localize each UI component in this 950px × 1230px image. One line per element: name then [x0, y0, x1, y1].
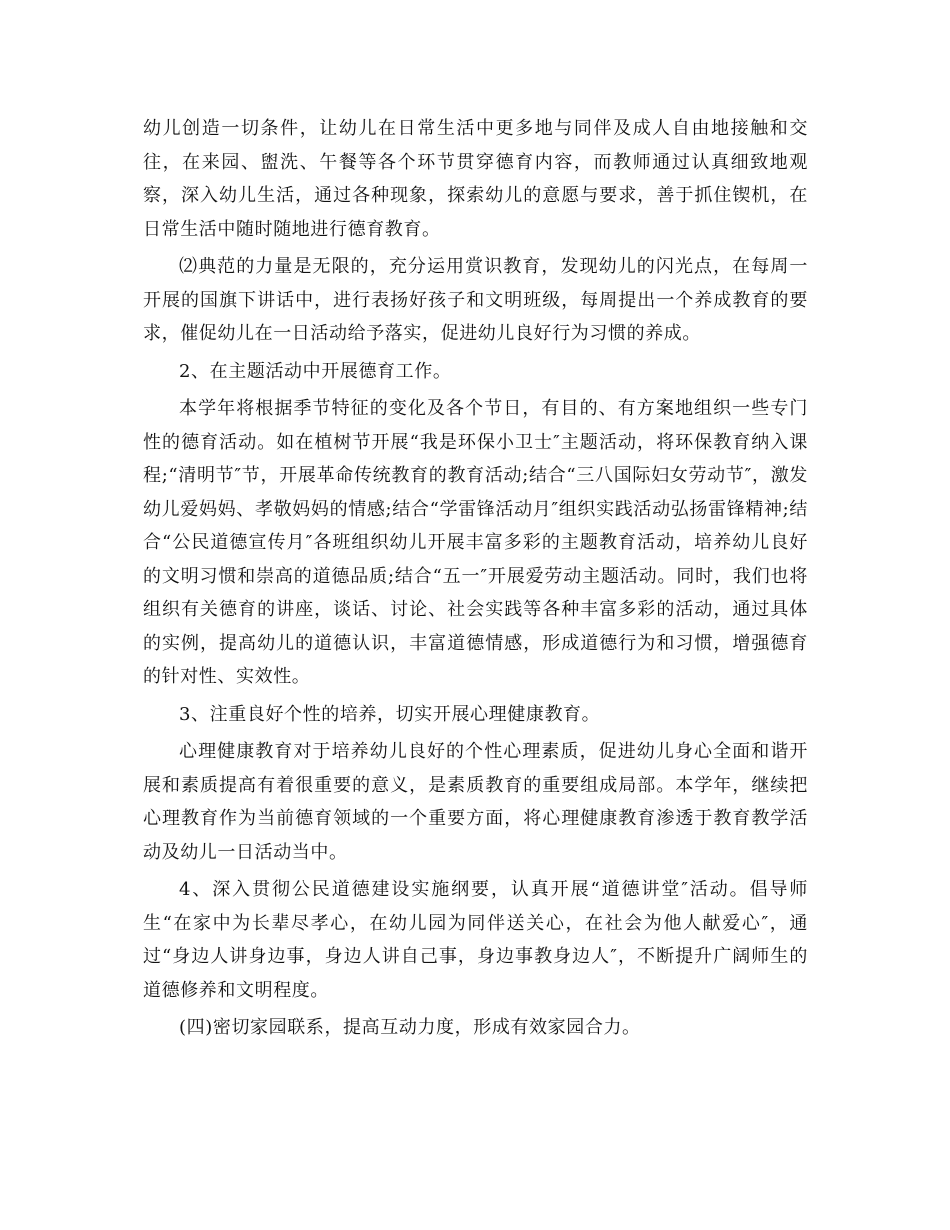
document-body	[143, 112, 808, 1049]
paragraph-mental-health: 心理健康教育对于培养幼儿良好的个性心理素质，促进幼儿身心全面和谐开展和素质提高有着很重要的意义，是素质教育的重要组成局部。本学年，继续把心理教育作为当前德育领域的一个重要方面，将心理健康教育渗透于教育教学活动及幼儿一日活动当中。	[143, 741, 808, 863]
section-heading-theme-activities: 2、在主题活动中开展德育工作。	[179, 360, 452, 382]
section-heading-home-school-contact: (四)密切家园联系，提高互动力度，形成有效家园合力。	[179, 1017, 641, 1038]
paragraph-daily-life-moral-education: 幼儿创造一切条件，让幼儿在日常生活中更多地与同伴及成人自由地接触和交往，在来园、盥洗、午餐等各个环节贯穿德育内容，而教师通过认真细致地观察，深入幼儿生活，通过各种现象，探索幼儿的意愿与要求，善于抓住锲机，在日常生活中随时随地进行德育教育。	[143, 118, 808, 240]
paragraph-moral-lecture-hall: 4、深入贯彻公民道德建设实施纲要，认真开展“道德讲堂″活动。倡导师生“在家中为长辈尽孝心，在幼儿园为同伴送关心，在社会为他人献爱心″，通过“身边人讲身边事，身边人讲自己事，身边事教身边人″，不断提升广阔师生的道德修养和文明程度。	[143, 879, 808, 1001]
section-heading-mental-health: 3、注重良好个性的培养，切实开展心理健康教育。	[179, 703, 601, 725]
paragraph-example-power: ⑵典范的力量是无限的，充分运用赏识教育，发现幼儿的闪光点，在每周一开展的国旗下讲话中，进行表扬好孩子和文明班级，每周提出一个养成教育的要求，催促幼儿在一日活动给予落实，促进幼儿良好行为习惯的养成。	[143, 256, 808, 344]
paragraph-theme-activities: 本学年将根据季节特征的变化及各个节日，有目的、有方案地组织一些专门性的德育活动。如在植树节开展“我是环保小卫士″主题活动，将环保教育纳入课程;“清明节″节，开展革命传统教育的教育活动;结合“三八国际妇女劳动节″，激发幼儿爱妈妈、孝敬妈妈的情感;结合“学雷锋活动月″组织实践活动弘扬雷锋精神;结合“公民道德宣传月″各班组织幼儿开展丰富多彩的主题教育活动，培养幼儿良好的文明习惯和崇高的道德品质;结合“五一″开展爱劳动主题活动。同时，我们也将组织有关德育的讲座，谈话、讨论、社会实践等各种丰富多彩的活动，通过具体的实例，提高幼儿的道德认识，丰富道德情感，形成道德行为和习惯，增强德育的针对性、实效性。	[143, 398, 808, 687]
